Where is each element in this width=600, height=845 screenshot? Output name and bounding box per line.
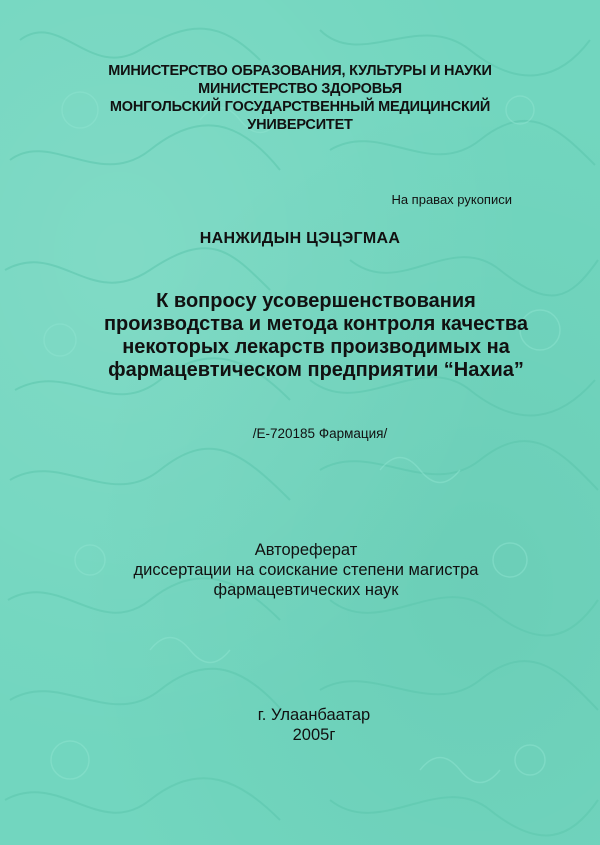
abstract-line-3: фармацевтических наук <box>213 581 399 599</box>
imprint <box>14 705 600 745</box>
title-line-2: производства и метода контроля качества <box>103 313 529 335</box>
place: г. Улаанбаатар <box>257 706 371 724</box>
abstract-line-1: Автореферат <box>254 541 358 559</box>
title-line-3: некоторых лекарств производимых на <box>122 336 510 358</box>
ministry-line-2: МИНИСТЕРСТВО ЗДОРОВЬЯ <box>198 81 402 97</box>
abstract-line-2: диссертации на соискание степени магистра <box>133 561 479 579</box>
ministry-header <box>0 62 600 134</box>
ministry-line-4: УНИВЕРСИТЕТ <box>247 117 353 133</box>
abstract-label <box>6 540 600 600</box>
ministry-line-3: МОНГОЛЬСКИЙ ГОСУДАРСТВЕННЫЙ МЕДИЦИНСКИЙ <box>109 99 491 115</box>
title-line-4: фармацевтическом предприятии “Нахиа” <box>108 359 524 381</box>
author-name: НАНЖИДЫН ЦЭЦЭГМАА <box>199 230 401 247</box>
ministry-line-1: МИНИСТЕРСТВО ОБРАЗОВАНИЯ, КУЛЬТУРЫ И НАУКИ <box>108 63 492 79</box>
specialty-code: /Е-720185 Фармация/ <box>252 426 388 441</box>
rights-note: На правах рукописи <box>391 192 512 207</box>
dissertation-title <box>36 290 596 382</box>
title-line-1: К вопросу усовершенствования <box>156 290 476 312</box>
year: 2005г <box>292 726 336 744</box>
